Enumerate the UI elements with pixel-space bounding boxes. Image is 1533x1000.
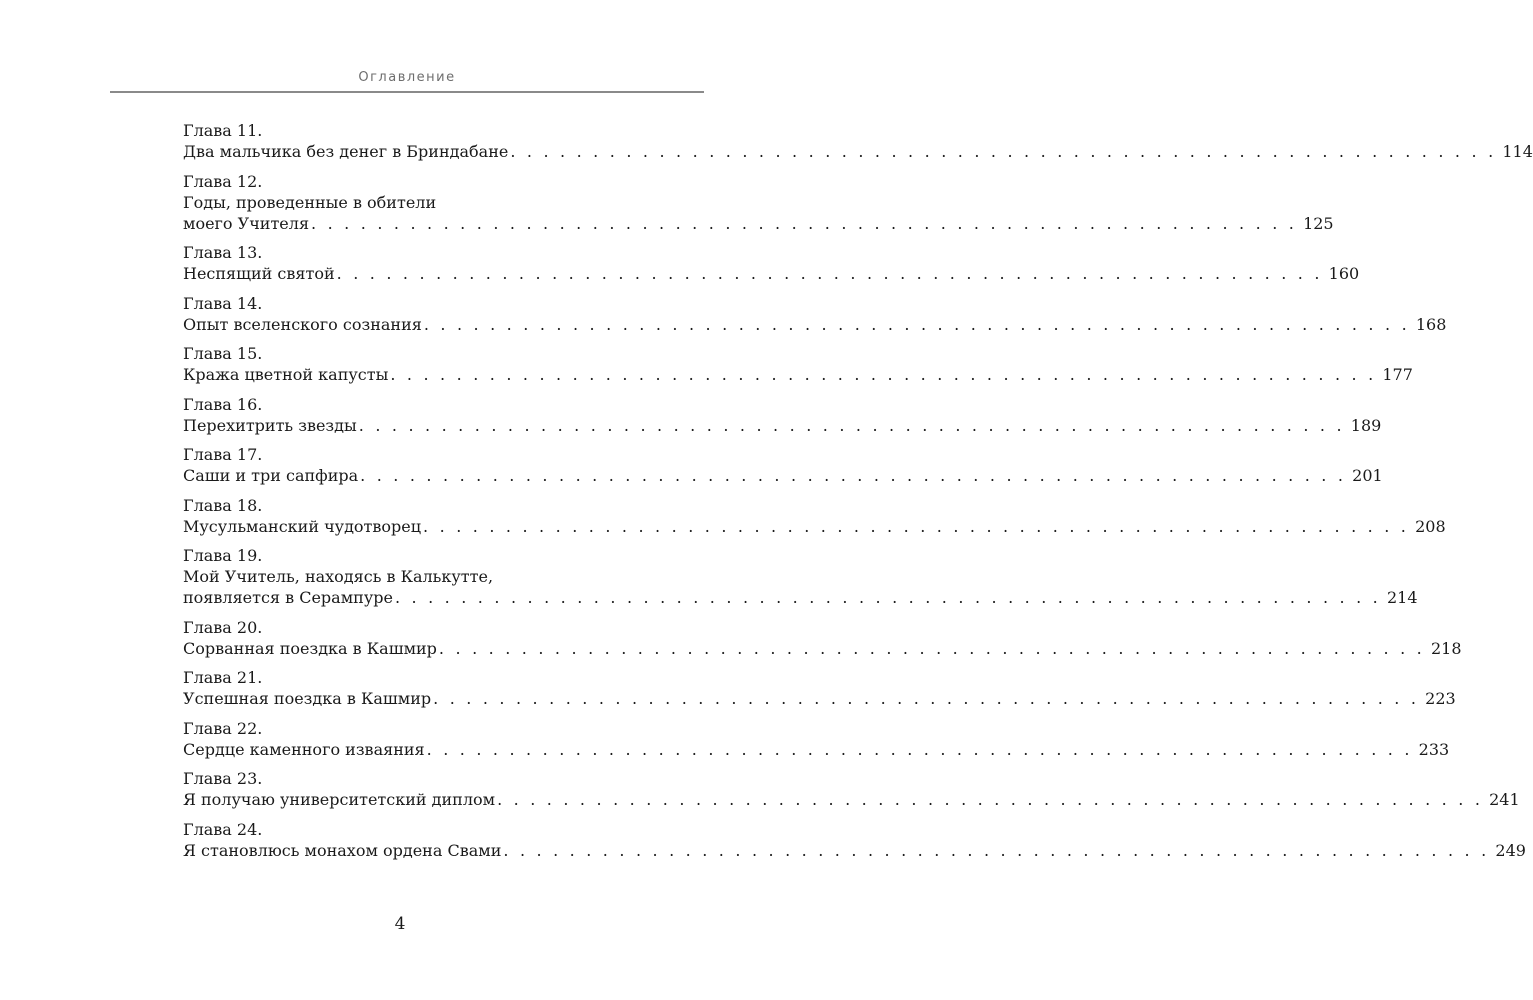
- chapter-label: Глава 17.: [183, 445, 263, 464]
- dot-leader: . . . . . . . . . . . . . . . . . . . . . . . . . . . . . . . . . . . . . . . . . . . . . . . . . . . . . . . . . . . .: [423, 516, 1410, 536]
- dot-leader: . . . . . . . . . . . . . . . . . . . . . . . . . . . . . . . . . . . . . . . . . . . . . . . . . . . . . . . . . . . .: [438, 638, 1425, 658]
- toc-title-row: [183, 516, 1446, 537]
- chapter-label: Глава 14.: [183, 293, 263, 313]
- dot-leader: . . . . . . . . . . . . . . . . . . . . . . . . . . . . . . . . . . . . . . . . . . . . . . . . . . . . . . . . . . . .: [358, 415, 1345, 435]
- toc-title-row: [183, 263, 1360, 284]
- chapter-label: Глава 20.: [183, 617, 263, 637]
- toc-entry: [183, 343, 1413, 385]
- toc-entry: [183, 718, 1450, 760]
- chapter-label: Глава 16.: [183, 394, 263, 414]
- toc-page-number: 114: [1502, 142, 1533, 161]
- toc-entry: [183, 617, 1462, 659]
- chapter-label: Глава 12.: [183, 171, 263, 191]
- chapter-label: Глава 15.: [183, 344, 263, 363]
- toc-entry: [183, 667, 1456, 709]
- chapter-title: Два мальчика без денег в Бриндабане: [183, 142, 509, 161]
- toc-entry: [183, 768, 1520, 810]
- toc-entry: [183, 242, 1360, 284]
- chapter-title: Мусульманский чудотворец: [183, 516, 422, 536]
- toc-title-row: [183, 840, 1526, 861]
- chapter-label: Глава 11.: [183, 121, 263, 140]
- chapter-label: Глава 23.: [183, 769, 263, 788]
- chapter-title: Кража цветной капусты: [183, 365, 389, 384]
- chapter-label: Глава 21.: [183, 668, 263, 687]
- chapter-title: Саши и три сапфира: [183, 466, 359, 485]
- toc-title-row: [183, 213, 1334, 234]
- chapter-title: Сердце каменного изваяния: [183, 739, 425, 759]
- toc-title-row: [183, 739, 1450, 760]
- toc-page-number: 201: [1352, 466, 1383, 485]
- chapter-title: Опыт вселенского сознания: [183, 314, 422, 334]
- dot-leader: . . . . . . . . . . . . . . . . . . . . . . . . . . . . . . . . . . . . . . . . . . . . . . . . . . . . . . . . . . . .: [426, 739, 1413, 759]
- chapter-title: появляется в Серампуре: [183, 588, 393, 607]
- toc-page-number: 208: [1415, 516, 1446, 536]
- toc-title-row: [183, 638, 1462, 659]
- dot-leader: . . . . . . . . . . . . . . . . . . . . . . . . . . . . . . . . . . . . . . . . . . . . . . . . . . . . . . . . . . . .: [503, 840, 1490, 860]
- chapter-title-line: Годы, проведенные в обители: [183, 192, 437, 212]
- table-of-contents: [183, 120, 1533, 869]
- dot-leader: . . . . . . . . . . . . . . . . . . . . . . . . . . . . . . . . . . . . . . . . . . . . . . . . . . . . . . . . . . . .: [311, 213, 1298, 233]
- chapter-label: Глава 18.: [183, 495, 263, 515]
- toc-page-number: 189: [1350, 415, 1382, 435]
- dot-leader: . . . . . . . . . . . . . . . . . . . . . . . . . . . . . . . . . . . . . . . . . . . . . . . . . . . . . . . . . . . .: [336, 264, 1323, 283]
- dot-leader: . . . . . . . . . . . . . . . . . . . . . . . . . . . . . . . . . . . . . . . . . . . . . . . . . . . . . . . . . . . .: [423, 314, 1410, 334]
- dot-leader: . . . . . . . . . . . . . . . . . . . . . . . . . . . . . . . . . . . . . . . . . . . . . . . . . . . . . . . . . . . .: [394, 588, 1381, 607]
- chapter-title: Я становлюсь монахом ордена Свами: [183, 840, 502, 860]
- chapter-label: Глава 22.: [183, 718, 263, 738]
- chapter-label: Глава 24.: [183, 819, 263, 839]
- toc-title-row: [183, 465, 1383, 486]
- dot-leader: . . . . . . . . . . . . . . . . . . . . . . . . . . . . . . . . . . . . . . . . . . . . . . . . . . . . . . . . . . . .: [510, 142, 1497, 161]
- toc-page-number: 218: [1430, 638, 1462, 658]
- toc-page-number: 168: [1415, 314, 1447, 334]
- toc-page-number: 233: [1418, 739, 1450, 759]
- dot-leader: . . . . . . . . . . . . . . . . . . . . . . . . . . . . . . . . . . . . . . . . . . . . . . . . . . . . . . . . . . . .: [497, 790, 1484, 809]
- toc-entry: [183, 819, 1526, 861]
- toc-entry: [183, 394, 1382, 436]
- toc-title-row: [183, 789, 1520, 810]
- chapter-title: Сорванная поездка в Кашмир: [183, 638, 437, 658]
- toc-page-number: 214: [1386, 588, 1418, 607]
- chapter-label: Глава 13.: [183, 243, 263, 262]
- toc-title-row: [183, 415, 1382, 436]
- chapter-title: моего Учителя: [183, 213, 310, 233]
- toc-title-row: [183, 314, 1447, 335]
- chapter-title-line: Мой Учитель, находясь в Калькутте,: [183, 567, 494, 586]
- toc-entry: [183, 120, 1533, 162]
- toc-entry: [183, 293, 1447, 335]
- dot-leader: . . . . . . . . . . . . . . . . . . . . . . . . . . . . . . . . . . . . . . . . . . . . . . . . . . . . . . . . . . . .: [360, 466, 1347, 485]
- toc-entry: [183, 444, 1383, 486]
- toc-title-row: [183, 587, 1418, 608]
- toc-page-number: 125: [1303, 213, 1334, 233]
- toc-page-number: 249: [1495, 840, 1526, 860]
- toc-page-number: 177: [1382, 365, 1413, 384]
- chapter-label: Глава 19.: [183, 546, 263, 565]
- toc-page-number: 241: [1489, 790, 1520, 809]
- dot-leader: . . . . . . . . . . . . . . . . . . . . . . . . . . . . . . . . . . . . . . . . . . . . . . . . . . . . . . . . . . . .: [390, 365, 1377, 384]
- toc-page-number: 160: [1328, 264, 1360, 283]
- page-number: 4: [394, 914, 406, 934]
- toc-title-row: [183, 364, 1413, 385]
- chapter-title: Неспящий святой: [183, 264, 335, 283]
- dot-leader: . . . . . . . . . . . . . . . . . . . . . . . . . . . . . . . . . . . . . . . . . . . . . . . . . . . . . . . . . . . .: [433, 689, 1420, 708]
- toc-entry: [183, 171, 1334, 234]
- toc-title-row: [183, 141, 1533, 162]
- toc-entry: [183, 495, 1446, 537]
- header-rule: [110, 91, 704, 93]
- chapter-title: Перехитрить звезды: [183, 415, 357, 435]
- running-head-title: Оглавление: [358, 70, 456, 85]
- toc-page-number: 223: [1425, 689, 1456, 708]
- toc-entry: [183, 545, 1418, 608]
- chapter-title: Я получаю университетский диплом: [183, 790, 496, 809]
- toc-title-row: [183, 688, 1456, 709]
- chapter-title: Успешная поездка в Кашмир: [183, 689, 432, 708]
